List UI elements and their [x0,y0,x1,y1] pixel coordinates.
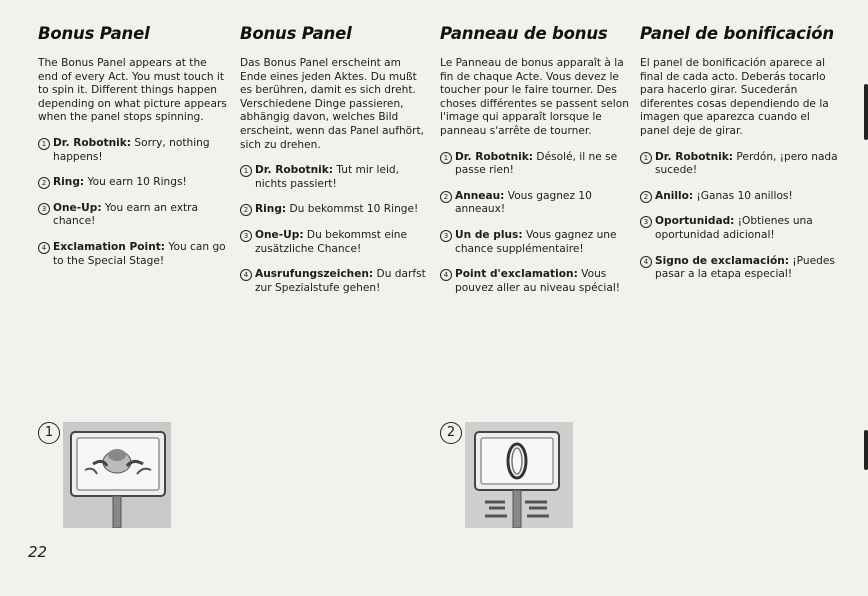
list-item [640,151,838,178]
item-text: Du bekommst eine zusätzliche Chance! [255,228,408,255]
item-term: Ring: [255,203,287,216]
item-text: Désolé, il ne se passe rien! [455,150,618,177]
intro-paragraph: Le Panneau de bonus apparaît à la fin de chaque Acte. Vous devez le toucher pour le faire tourner. Des choses différentes se passent selon l'image qui apparaît lorsque le panneau s'arrête de tourner. [440,57,629,137]
section-title: Bonus Panel [240,24,352,43]
item-term: Ring: [53,176,85,189]
item-term: Dr. Robotnik: [255,164,334,177]
item-text: ¡Puedes pasar a la etapa especial! [655,254,835,281]
item-text: Du darfst zur Spezialstufe gehen! [255,268,426,294]
section-title: Panneau de bonus [440,24,608,43]
item-marker: 2 [38,177,50,189]
list-item [240,268,430,295]
item-marker: 3 [38,203,50,215]
list-item [38,176,228,190]
item-marker: 2 [240,204,252,216]
item-term: One-Up: [255,228,304,241]
figure-label: 2 [440,422,462,444]
item-term: Signo de exclamación: [655,254,790,267]
page-number: 22 [28,543,48,561]
item-text: You earn 10 Rings! [84,176,187,189]
item-marker: 1 [640,152,652,164]
page-edge-tab [864,84,868,140]
list-item [640,215,838,242]
item-marker: 4 [640,256,652,268]
item-term: Point d'exclamation: [455,268,578,281]
item-term: Anneau: [455,189,505,202]
item-text: You can go to the Special Stage! [53,240,226,267]
item-text: Tut mir leid, nichts passiert! [255,164,399,190]
item-marker: 2 [440,191,452,203]
section-title: Bonus Panel [38,24,150,43]
item-term: One-Up: [53,201,102,214]
item-term: Exclamation Point: [53,240,166,253]
item-text: You earn an extra chance! [53,201,198,228]
column-french [440,24,630,307]
intro-paragraph: The Bonus Panel appears at the end of every Act. You must touch it to spin it. Different things happen depending on what picture appears when the panel stops spinning. [38,57,227,124]
list-item [240,203,430,217]
list-item [440,268,630,295]
item-text: ¡Ganas 10 anillos! [693,189,793,202]
item-marker: 3 [240,230,252,242]
item-marker: 1 [240,165,252,177]
item-text: ¡Obtienes una oportunidad adicional! [655,215,813,241]
item-text: Vous gagnez 10 anneaux! [455,189,592,216]
ring-panel-icon [465,422,573,528]
intro-paragraph: El panel de bonificación aparece al final de cada acto. Deberás tocarlo para hacerlo girar. Sucederán diferentes cosas dependiendo de la imagen que aparezca cuando el panel deje de girar. [640,57,829,137]
item-marker: 3 [440,230,452,242]
intro-paragraph: Das Bonus Panel erscheint am Ende eines jeden Aktes. Du mußt es berühren, damit es sich dreht. Verschiedene Dinge passieren, abhängig davon, welches Bild erscheint, wenn das Panel aufhört, sich zu drehen. [240,57,425,151]
robotnik-panel-image [63,422,171,528]
item-term: Oportunidad: [655,215,735,228]
column-german [240,24,430,307]
column-english [38,24,228,280]
figure-label: 1 [38,422,60,444]
item-marker: 1 [440,152,452,164]
list-item [440,229,630,256]
item-term: Dr. Robotnik: [53,136,132,149]
list-item [440,190,630,217]
item-text: Vous pouvez aller au niveau spécial! [455,268,621,294]
list-item [38,202,228,229]
list-item [38,137,228,164]
list-item [640,255,838,282]
page-edge-tab [864,430,868,470]
item-text: Vous gagnez une chance supplémentaire! [455,228,617,255]
item-term: Dr. Robotnik: [655,150,734,163]
item-marker: 4 [440,269,452,281]
item-text: Perdón, ¡pero nada sucede! [655,150,838,177]
item-marker: 4 [38,242,50,254]
item-term: Un de plus: [455,228,523,241]
item-text: Sorry, nothing happens! [53,136,210,163]
robotnik-panel-icon [63,422,171,528]
item-term: Anillo: [655,189,694,202]
column-spanish [640,24,838,294]
item-marker: 1 [38,138,50,150]
item-marker: 4 [240,269,252,281]
list-item [240,164,430,191]
item-marker: 2 [640,191,652,203]
list-item [440,151,630,178]
list-item [240,229,430,256]
item-marker: 3 [640,216,652,228]
item-text: Du bekommst 10 Ringe! [286,203,419,216]
item-term: Ausrufungszeichen: [255,268,374,281]
list-item [38,241,228,268]
list-item [640,190,838,204]
item-term: Dr. Robotnik: [455,150,534,163]
ring-panel-image [465,422,573,528]
section-title: Panel de bonificación [640,24,834,43]
